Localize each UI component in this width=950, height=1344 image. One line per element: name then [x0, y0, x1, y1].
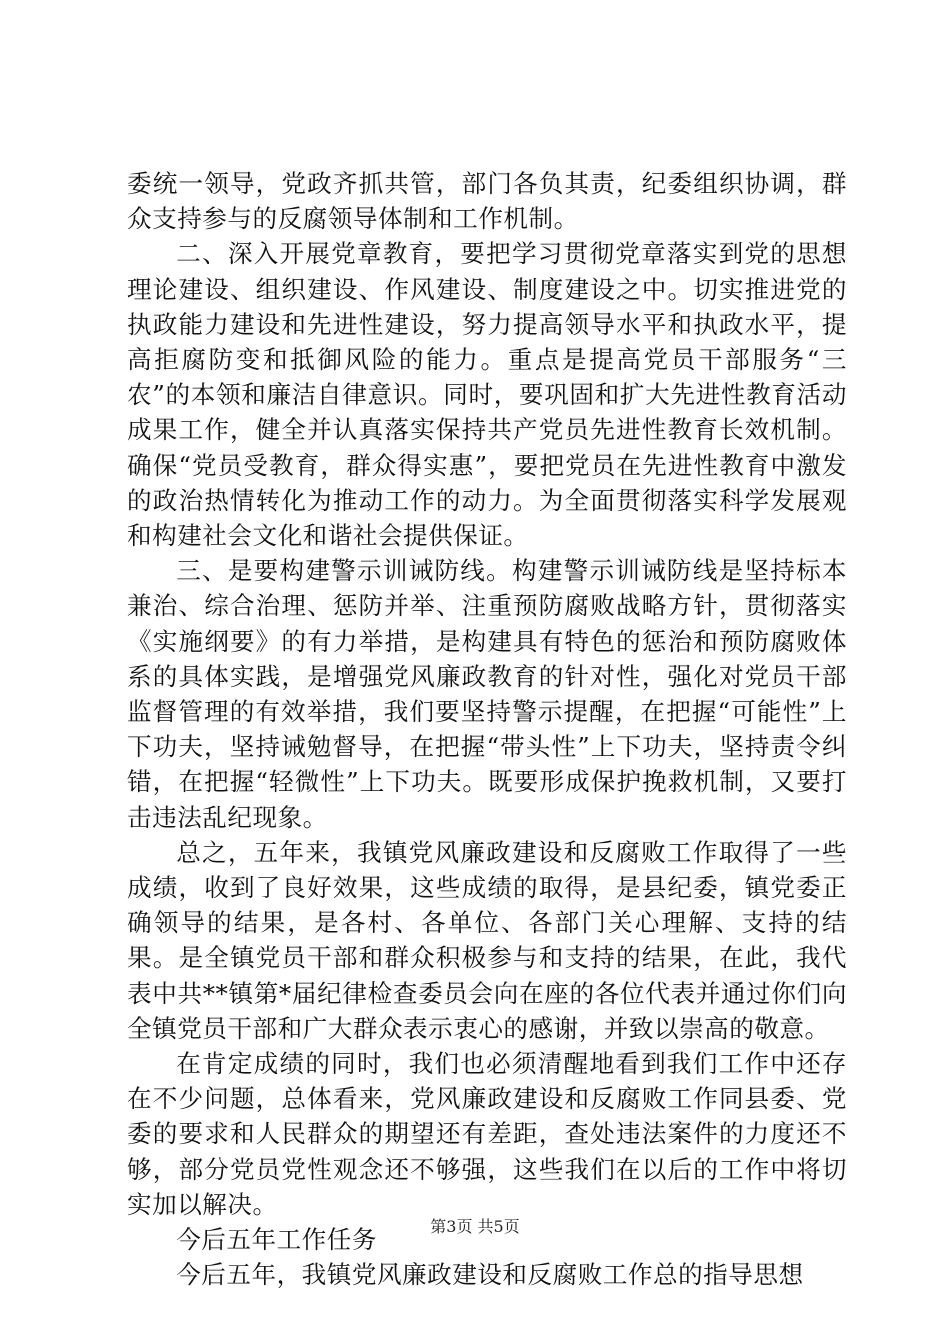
document-body [127, 166, 847, 1293]
section-heading-future-tasks: 今后五年工作任务 [176, 1225, 377, 1255]
paragraph-continuation: 委统一领导，党政齐抓共管，部门各负其责，纪委组织协调，群众支持参与的反腐领导体制和工作机制。 [127, 169, 847, 234]
paragraph-warning-defense-line: 三、是要构建警示训诫防线。构建警示训诫防线是坚持标本兼治、综合治理、惩防并举、注重预防腐败战略方针，贯彻落实《实施纲要》的有力举措，是构建具有特色的惩治和预防腐败体系的具体实践，是增强党风廉政教育的针对性，强化对党员干部监督管理的有效举措，我们要坚持警示提醒，在把握“可能性”上下功夫，坚持诫勉督导，在把握“带头性”上下功夫，坚持责令纠错，在把握“轻微性”上下功夫。既要形成保护挽救机制，又要打击违法乱纪现象。 [127, 556, 847, 832]
paragraph-problems: 在肯定成绩的同时，我们也必须清醒地看到我们工作中还存在不少问题，总体看来，党风廉政建设和反腐败工作同县委、党委的要求和人民群众的期望还有差距，查处违法案件的力度还不够，部分党员党性观念还不够强，这些我们在以后的工作中将切实加以解决。 [127, 1049, 847, 1219]
paragraph-guiding-ideology: 今后五年，我镇党风廉政建设和反腐败工作总的指导思想 [176, 1260, 804, 1290]
paragraph-party-constitution-education: 二、深入开展党章教育，要把学习贯彻党章落实到党的思想理论建设、组织建设、作风建设、制度建设之中。切实推进党的执政能力建设和先进性建设，努力提高领导水平和执政水平，提高拒腐防变和抵御风险的能力。重点是提高党员干部服务“三农”的本领和廉洁自律意识。同时，要巩固和扩大先进性教育活动成果工作，健全并认真落实保持共产党员先进性教育长效机制。确保“党员受教育，群众得实惠”，要把党员在先进性教育中激发的政治热情转化为推动工作的动力。为全面贯彻落实科学发展观和构建社会文化和谐社会提供保证。 [127, 239, 847, 551]
page-number-footer: 第3页 共5页 [430, 1217, 520, 1236]
paragraph-summary: 总之，五年来，我镇党风廉政建设和反腐败工作取得了一些成绩，收到了良好效果，这些成绩的取得，是县纪委，镇党委正确领导的结果，是各村、各单位、各部门关心理解、支持的结果。是全镇党员干部和群众积极参与和支持的结果，在此，我代表中共**镇第*届纪律检查委员会向在座的各位代表并通过你们向全镇党员干部和广大群众表示衷心的感谢，并致以崇高的敬意。 [127, 837, 847, 1043]
